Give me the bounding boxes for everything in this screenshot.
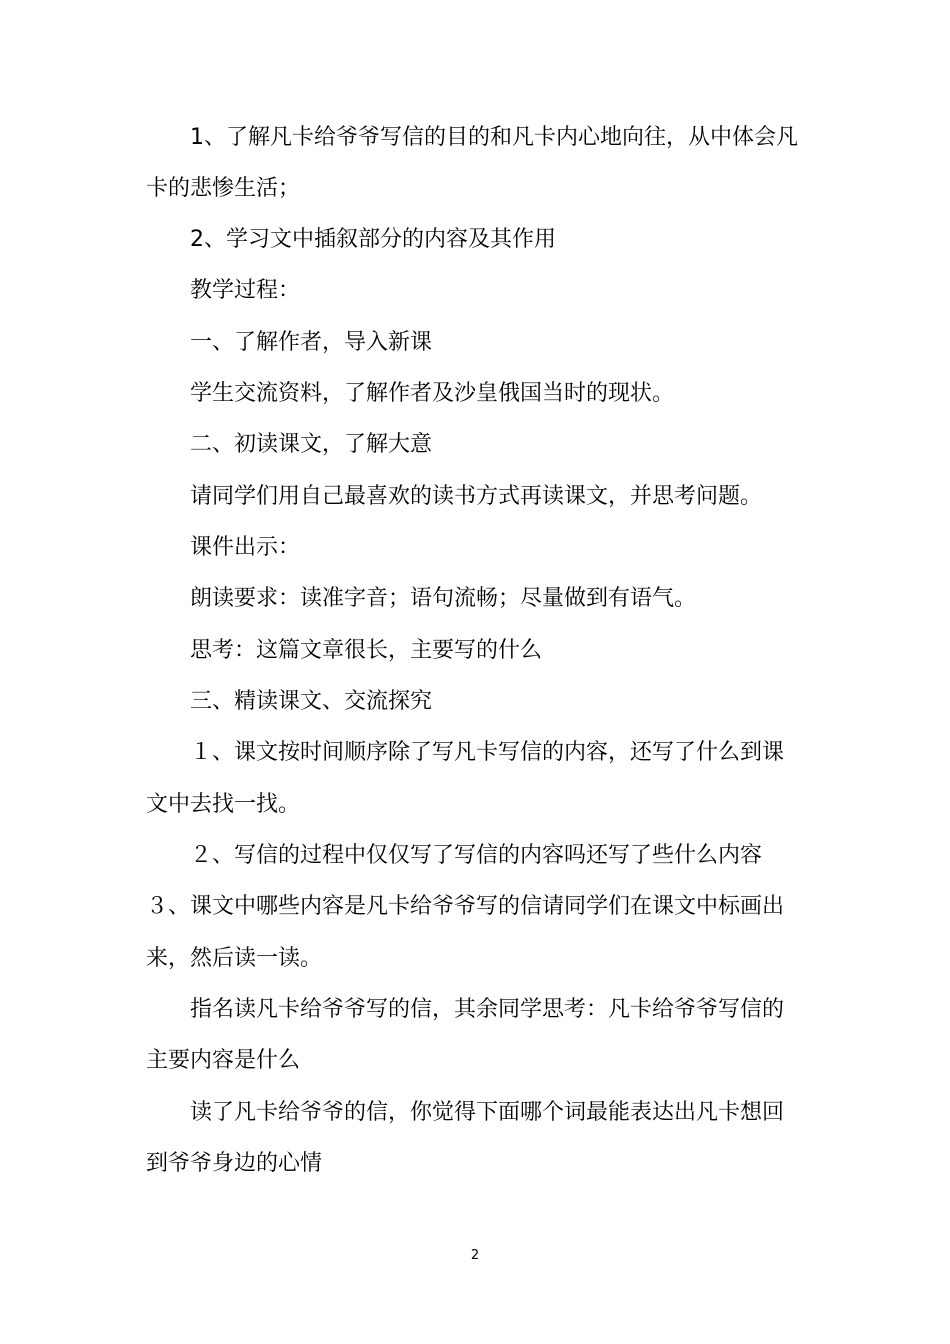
paragraph-line: 课件出示： [190,535,301,560]
paragraph-line: 来，然后读一读。 [146,946,323,971]
paragraph-line: 指名读凡卡给爷爷写的信，其余同学思考：凡卡给爷爷写信的 [190,997,785,1022]
paragraph-line: 学生交流资料，了解作者及沙皇俄国当时的现状。 [190,381,675,406]
paragraph-line: 1、了解凡卡给爷爷写信的目的和凡卡内心地向往，从中体会凡 [190,125,798,150]
paragraph-line: 请同学们用自己最喜欢的读书方式再读课文，并思考问题。 [190,484,763,509]
paragraph-line: 主要内容是什么 [146,1048,301,1073]
paragraph-line: ３、课文中哪些内容是凡卡给爷爷写的信请同学们在课文中标画出 [146,894,785,919]
paragraph-line: 朗读要求：读准字音；语句流畅；尽量做到有语气。 [190,586,697,611]
section-heading: 二、初读课文，了解大意 [190,432,433,457]
section-heading: 三、精读课文、交流探究 [190,689,433,714]
paragraph-line: １、课文按时间顺序除了写凡卡写信的内容，还写了什么到课 [190,740,785,765]
paragraph-line: 读了凡卡给爷爷的信，你觉得下面哪个词最能表达出凡卡想回 [190,1100,785,1125]
paragraph-line: 思考：这篇文章很长，主要写的什么 [190,638,543,663]
paragraph-line: ２、写信的过程中仅仅写了写信的内容吗还写了些什么内容 [190,843,763,868]
paragraph-line: 文中去找一找。 [146,792,301,817]
paragraph-line: 教学过程： [190,278,301,303]
page-number: 2 [470,1248,480,1263]
paragraph-line: 2、学习文中插叙部分的内容及其作用 [190,227,556,252]
section-heading: 一、了解作者，导入新课 [190,330,433,355]
paragraph-line: 到爷爷身边的心情 [146,1151,323,1176]
paragraph-line: 卡的悲惨生活； [146,176,301,201]
